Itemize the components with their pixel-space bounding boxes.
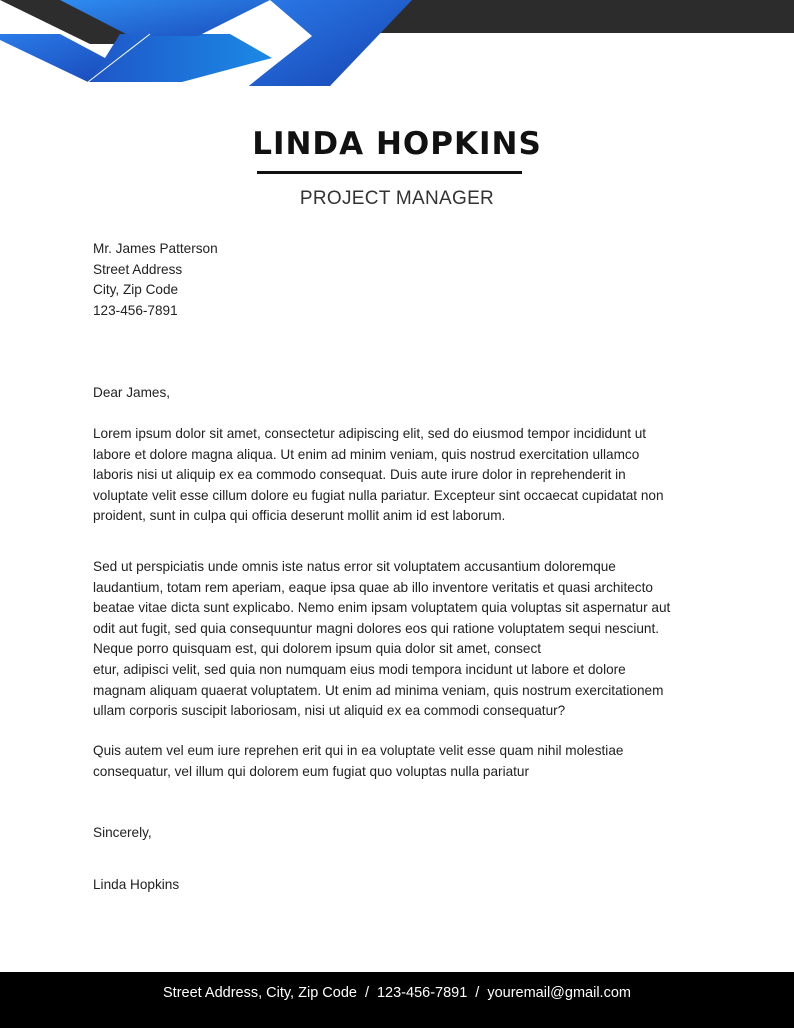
paragraph-line: laudantium, totam rem aperiam, eaque ipsa quae ab illo inventore veritatis et quasi architecto bbox=[93, 579, 653, 595]
paragraph-line: ullam corporis suscipit laboriosam, nisi ut aliquid ex ea commodi consequatur? bbox=[93, 703, 566, 719]
recipient-name: Mr. James Patterson bbox=[93, 241, 218, 256]
signature-name: Linda Hopkins bbox=[93, 877, 180, 892]
closing bbox=[93, 823, 703, 844]
greeting bbox=[93, 383, 703, 404]
greeting-text: Dear James, bbox=[93, 385, 171, 400]
job-title: PROJECT MANAGER bbox=[299, 188, 495, 209]
name-underline bbox=[257, 171, 522, 174]
ribbon-center bbox=[90, 34, 272, 82]
footer-address: Street Address, City, Zip Code bbox=[163, 985, 357, 1001]
footer-phone: 123-456-7891 bbox=[376, 985, 468, 1001]
paragraph-line: consequatur, vel illum qui dolorem eum fugiat quo voluptas nulla pariatur bbox=[93, 763, 530, 779]
footer-separator: / bbox=[364, 985, 369, 1001]
paragraph-line: Lorem ipsum dolor sit amet, consectetur adipiscing elit, sed do eiusmod tempor incididunt ut bbox=[93, 426, 647, 441]
signature bbox=[93, 875, 703, 896]
footer-separator: / bbox=[475, 985, 480, 1001]
paragraph-line: odit aut fugit, sed quia consequuntur magni dolores eos qui ratione voluptatem sequi nesciunt. bbox=[93, 620, 660, 636]
footer-email[interactable]: youremail@gmail.com bbox=[487, 985, 631, 1001]
ribbon-right bbox=[248, 0, 412, 86]
paragraph-line: laboris nisi ut aliquip ex ea commodo consequat. Duis aute irure dolor in reprehenderit in bbox=[93, 467, 626, 483]
paragraph-3 bbox=[93, 741, 703, 782]
recipient-phone: 123-456-7891 bbox=[93, 302, 178, 318]
paragraph-line: magnam aliquam quaerat voluptatem. Ut enim ad minima veniam, quis nostrum exercitationem bbox=[93, 682, 664, 698]
paragraph-line: etur, adipisci velit, sed quia non numquam eius modi tempora incidunt ut labore et dolore bbox=[93, 661, 626, 677]
paragraph-line: labore et dolore magna aliqua. Ut enim ad minim veniam, quis nostrud exercitation ullamco bbox=[93, 446, 640, 462]
paragraph-line: proident, sunt in culpa qui officia deserunt mollit anim id est laborum. bbox=[93, 508, 506, 524]
recipient-street: Street Address bbox=[93, 261, 183, 277]
closing-text: Sincerely, bbox=[93, 825, 152, 840]
header-ribbon-graphic bbox=[0, 0, 794, 90]
applicant-name: LINDA HOPKINS bbox=[252, 126, 542, 162]
paragraph-line: beatae vitae dicta sunt explicabo. Nemo enim ipsam voluptatem quia voluptas sit aspernatur aut bbox=[93, 600, 671, 616]
paragraph-1 bbox=[93, 424, 703, 527]
paragraph-line: Quis autem vel eum iure reprehen erit qui in ea voluptate velit esse quam nihil molestiae bbox=[93, 743, 624, 758]
recipient-block bbox=[93, 239, 703, 321]
recipient-city: City, Zip Code bbox=[93, 282, 179, 298]
paragraph-2 bbox=[93, 557, 703, 722]
paragraph-line: voluptate velit esse cillum dolore eu fugiat nulla pariatur. Excepteur sint occaecat cupidatat non bbox=[93, 487, 664, 503]
paragraph-line: Sed ut perspiciatis unde omnis iste natus error sit voluptatem accusantium doloremque bbox=[93, 559, 616, 574]
paragraph-line: Neque porro quisquam est, qui dolorem ipsum quia dolor sit amet, consect bbox=[93, 641, 542, 657]
footer-contact-bar bbox=[0, 972, 794, 1028]
